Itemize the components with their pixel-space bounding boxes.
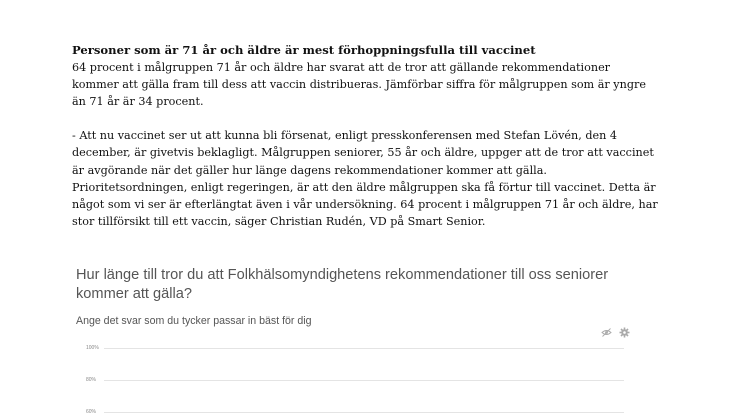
survey-question	[76, 266, 636, 327]
gridline	[104, 380, 624, 381]
paragraph-2-line: Prioritetsordningen, enligt regeringen, är att den äldre målgruppen ska få förtur till vaccinet. Detta är	[72, 180, 656, 194]
question-instruction: Ange det svar som du tycker passar in bäst för dig	[76, 315, 312, 327]
y-tick-label: 80%	[86, 377, 97, 383]
paragraph-1-line: 64 procent i målgruppen 71 år och äldre har svarat att de tror att gällande rekommendationer	[72, 60, 611, 74]
paragraph-2-line: - Att nu vaccinet ser ut att kunna bli försenat, enligt presskonferensen med Stefan Lövén, den 4	[72, 129, 617, 143]
gridline	[104, 412, 624, 413]
paragraph-2-line: stor tillförsikt till ett vaccin, säger Christian Rudén, VD på Smart Senior.	[72, 215, 486, 229]
paragraph-2-line: december, är givetvis beklagligt. Målgruppen seniorer, 55 år och äldre, uppger att de tror att vaccinet	[72, 146, 654, 160]
question-title-line: kommer att gälla?	[76, 286, 192, 302]
paragraph-2-line: är avgörande när det gäller hur länge dagens rekommendationer kommer att gälla.	[72, 163, 547, 177]
chart-toolbar	[601, 323, 630, 334]
gear-icon[interactable]	[619, 323, 630, 334]
paragraph-2	[72, 127, 672, 230]
bar-chart	[60, 340, 640, 419]
y-tick-label: 60%	[86, 409, 97, 415]
gridline	[104, 348, 624, 349]
paragraph-1	[72, 59, 672, 111]
paragraph-1-line: kommer att gälla fram till dess att vaccin distribueras. Jämförbar siffra för målgruppen som är yngre	[72, 77, 646, 91]
hide-icon[interactable]	[601, 323, 612, 334]
y-tick-label: 100%	[86, 345, 99, 351]
question-title	[76, 266, 636, 304]
article	[72, 42, 672, 230]
question-title-line: Hur länge till tror du att Folkhälsomyndighetens rekommendationer till oss seniorer	[76, 267, 609, 283]
section-heading: Personer som är 71 år och äldre är mest förhoppningsfulla till vaccinet	[72, 43, 536, 57]
paragraph-1-line: än 71 år är 34 procent.	[72, 94, 204, 108]
paragraph-2-line: något som vi ser är efterlängtat även i vår undersökning. 64 procent i målgruppen 71 år och äldre, har	[72, 197, 658, 211]
